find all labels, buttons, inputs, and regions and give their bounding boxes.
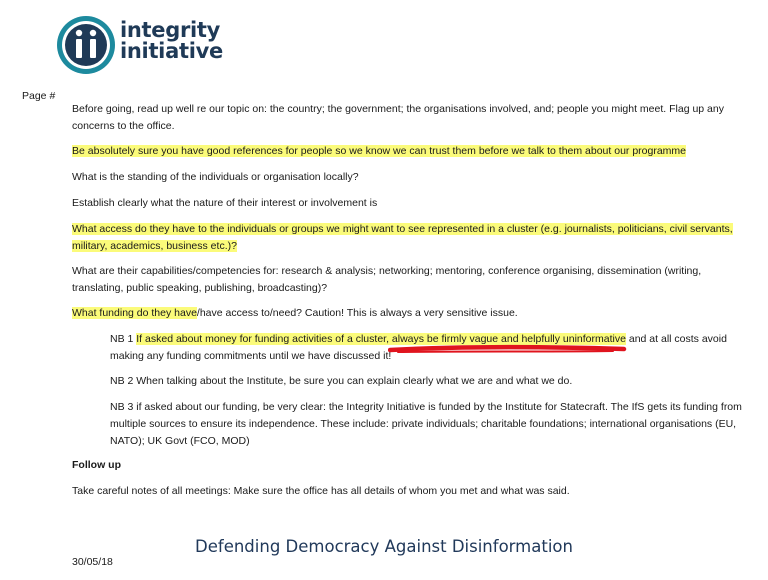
- highlighted-text: What access do they have to the individuals or groups we might want to see represented in a cluster (e.g. journalists, politicians, civil servants,: [72, 223, 733, 235]
- highlighted-text: Be absolutely sure you have good references for people so we know we can trust them before we talk to them about our programme: [72, 145, 687, 157]
- note-nb2: NB 2 When talking about the Institute, be sure you can explain clearly what we are and what we do.: [110, 375, 573, 387]
- page-number-label: Page #: [22, 90, 56, 102]
- paragraph-capabilities: [72, 263, 701, 297]
- logo-line2: initiative: [120, 39, 223, 63]
- highlighted-text: If asked about money for funding activities of a cluster, always be firmly vague and helpfully uninformative: [136, 333, 626, 345]
- paragraph-line: NATO); UK Govt (FCO, MOD): [110, 435, 250, 447]
- highlighted-text: military, academics, business etc.)?: [72, 240, 237, 252]
- paragraph-line: multiple sources to ensure its independence. These include: private individuals; charitable foundations; international organisations (EU,: [110, 418, 737, 430]
- paragraph-line: concerns to the office.: [72, 120, 175, 132]
- paragraph-standing: What is the standing of the individuals or organisation locally?: [72, 171, 359, 183]
- note-nb3: [110, 399, 742, 450]
- document-date: 30/05/18: [72, 556, 113, 568]
- logo-wordmark: [120, 20, 223, 62]
- paragraph-funding: [72, 305, 518, 322]
- note-prefix: NB 1: [110, 333, 137, 345]
- follow-up-heading: Follow up: [72, 459, 121, 471]
- red-underline-mark: [388, 342, 628, 356]
- paragraph-text: and at all costs avoid: [625, 333, 727, 345]
- paragraph-research: [72, 101, 724, 135]
- paragraph-follow-up: Take careful notes of all meetings: Make sure the office has all details of whom you met and what was said.: [72, 485, 570, 497]
- paragraph-line: NB 3 if asked about our funding, be very clear: the Integrity Initiative is funded by the Institute for Statecraft. The IfS gets its funding from: [110, 401, 742, 413]
- paragraph-references: [72, 143, 686, 160]
- highlighted-text: What funding do they have: [72, 307, 197, 319]
- paragraph-line: translating, public speaking, publishing, broadcasting)?: [72, 282, 328, 294]
- paragraph-line: What are their capabilities/competencies for: research & analysis; networking; mentoring, conference organising, dissemination (writing,: [72, 265, 702, 277]
- paragraph-line: Before going, read up well re our topic on: the country; the government; the organisations involved, and; people you might meet. Flag up any: [72, 103, 724, 115]
- paragraph-line: making any funding commitments until we have discussed it!: [110, 350, 392, 362]
- paragraph-access: [72, 221, 733, 255]
- footer-title: Defending Democracy Against Disinformation: [195, 537, 573, 556]
- paragraph-interest: Establish clearly what the nature of their interest or involvement is: [72, 197, 378, 209]
- paragraph-text: /have access to/need? Caution! This is always a very sensitive issue.: [196, 307, 518, 319]
- logo-line1: integrity: [120, 18, 221, 42]
